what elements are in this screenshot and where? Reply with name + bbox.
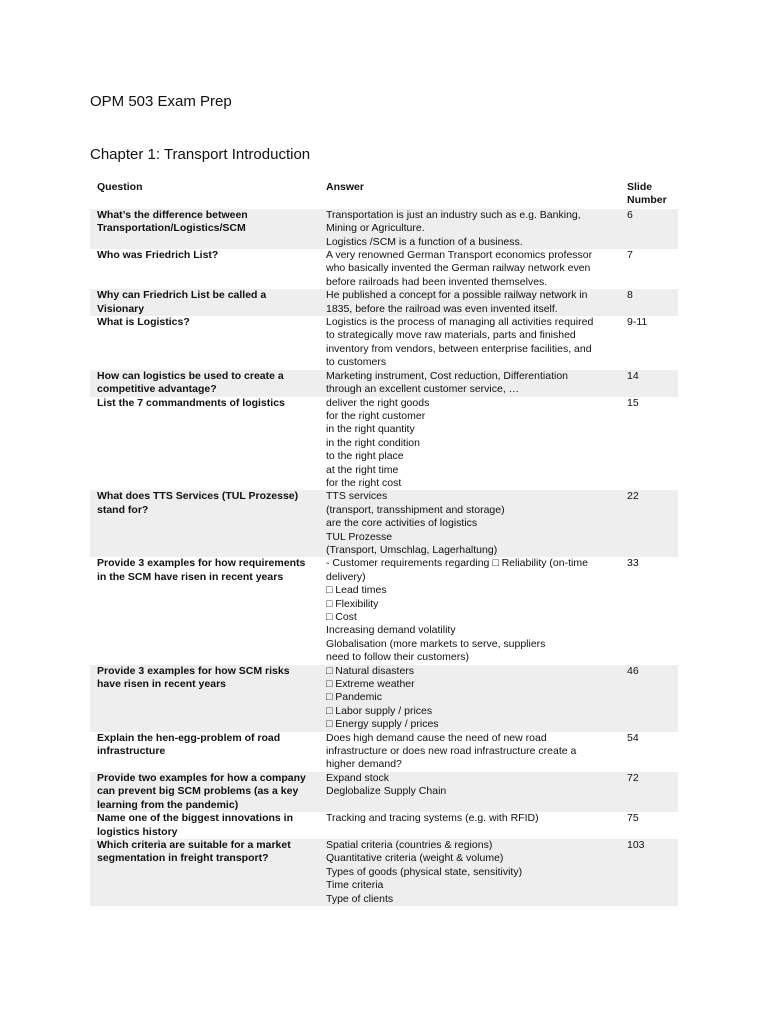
answer-cell: - Customer requirements regarding □ Reliability (on-time delivery) □ Lead times □ Flexibility □ Cost Increasing demand volatility Globalisation (more markets to serve, suppliers need to follow their customers) <box>326 557 588 664</box>
question-cell: Explain the hen-egg-problem of road infrastructure <box>97 731 281 758</box>
slide-number-cell: 75 <box>627 812 639 825</box>
question-cell: Who was Friedrich List? <box>97 249 219 262</box>
slide-number-cell: 33 <box>627 557 639 570</box>
slide-number-cell: 7 <box>627 249 633 262</box>
column-header-slide-number: Slide Number <box>627 181 667 207</box>
question-cell: Provide 3 examples for how SCM risks have risen in recent years <box>90 665 319 732</box>
question-cell: What does TTS Services (TUL Prozesse) stand for? <box>90 490 319 557</box>
table-row <box>90 209 678 249</box>
slide-number-cell: 54 <box>627 731 639 744</box>
question-cell: Why can Friedrich List be called a Visionary <box>90 289 319 316</box>
answer-cell: Spatial criteria (countries & regions) Quantitative criteria (weight & volume) Types of goods (physical state, sensitivity) Time criteria Type of clients <box>319 839 620 906</box>
question-cell: Name one of the biggest innovations in logistics history <box>97 812 294 838</box>
table-row <box>90 839 678 906</box>
answer-cell: He published a concept for a possible railway network in 1835, before the railroad was even invented itself. <box>319 289 620 316</box>
qa-table <box>90 181 678 906</box>
slide-number-cell: 9-11 <box>627 316 648 329</box>
answer-cell: Transportation is just an industry such as e.g. Banking, Mining or Agriculture. Logistics /SCM is a function of a business. <box>319 209 620 249</box>
table-row <box>90 812 678 839</box>
table-row <box>90 490 678 557</box>
question-cell: List the 7 commandments of logistics <box>97 396 285 409</box>
answer-cell: □ Natural disasters □ Extreme weather □ Pandemic □ Labor supply / prices □ Energy supply / prices <box>319 665 620 732</box>
slide-number-cell: 6 <box>620 209 678 249</box>
answer-cell: Expand stock Deglobalize Supply Chain <box>319 772 620 812</box>
answer-cell: TTS services (transport, transshipment and storage) are the core activities of logistics TUL Prozesse (Transport, Umschlag, Lagerhaltung) <box>319 490 620 557</box>
document-title: OPM 503 Exam Prep <box>90 93 232 110</box>
question-cell: Which criteria are suitable for a market segmentation in freight transport? <box>90 839 319 906</box>
table-row <box>90 665 678 732</box>
question-cell: Provide two examples for how a company can prevent big SCM problems (as a key learning from the pandemic) <box>90 772 319 812</box>
table-row <box>90 557 678 664</box>
slide-number-cell: 46 <box>620 665 678 732</box>
table-header-row <box>90 181 678 209</box>
table-row <box>90 316 678 370</box>
column-header-question: Question <box>97 181 143 193</box>
slide-number-cell: 8 <box>620 289 678 316</box>
question-cell: Provide 3 examples for how requirements in the SCM have risen in recent years <box>97 557 306 583</box>
slide-number-cell: 14 <box>620 370 678 397</box>
slide-number-cell: 15 <box>627 396 639 409</box>
column-header-answer: Answer <box>326 181 364 193</box>
table-row <box>90 772 678 812</box>
slide-number-cell: 72 <box>620 772 678 812</box>
table-row <box>90 289 678 316</box>
answer-cell: Logistics is the process of managing all activities required to strategically move raw materials, parts and finished inventory from vendors, between enterprise facilities, and to customers <box>326 316 594 369</box>
answer-cell: deliver the right goods for the right customer in the right quantity in the right condition to the right place at the right time for the right cost <box>326 396 430 489</box>
question-cell: What is Logistics? <box>97 316 190 329</box>
chapter-heading: Chapter 1: Transport Introduction <box>90 146 311 163</box>
answer-cell: A very renowned German Transport economics professor who basically invented the German railway network even before railroads had been invented themselves. <box>326 249 593 288</box>
slide-number-cell: 22 <box>620 490 678 557</box>
slide-number-cell: 103 <box>620 839 678 906</box>
table-row <box>90 370 678 397</box>
answer-cell: Does high demand cause the need of new road infrastructure or does new road infrastructure create a higher demand? <box>326 731 577 771</box>
question-cell: How can logistics be used to create a competitive advantage? <box>90 370 319 397</box>
answer-cell: Tracking and tracing systems (e.g. with RFID) <box>326 812 539 825</box>
table-row <box>90 397 678 491</box>
table-row <box>90 249 678 289</box>
answer-cell: Marketing instrument, Cost reduction, Differentiation through an excellent customer service, … <box>319 370 620 397</box>
table-row <box>90 732 678 772</box>
question-cell: What’s the difference between Transportation/Logistics/SCM <box>90 209 319 249</box>
